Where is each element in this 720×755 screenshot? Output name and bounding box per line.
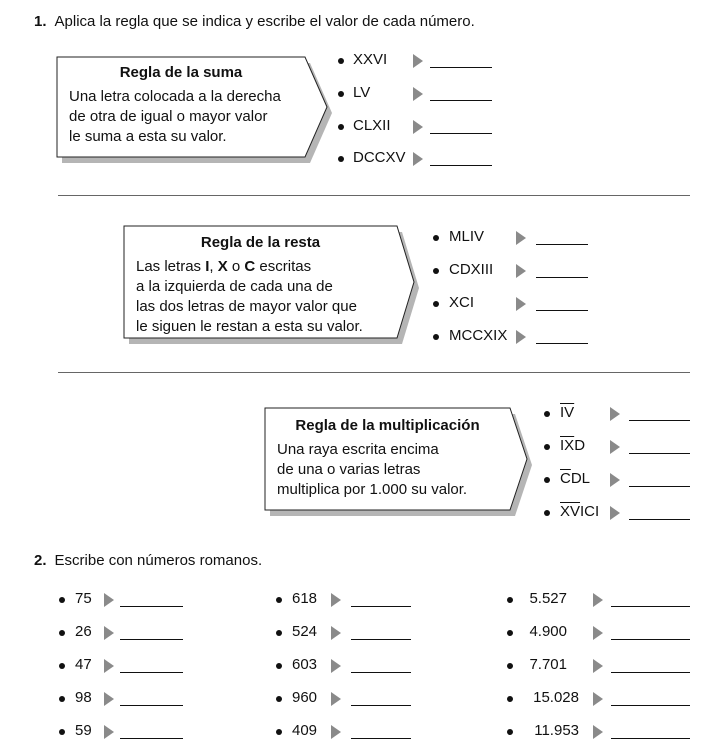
rule-line: le suma a esta su valor.	[69, 128, 227, 145]
arabic-number: 15.028	[533, 689, 579, 706]
answer-blank[interactable]	[536, 244, 588, 245]
bullet-icon	[338, 91, 344, 97]
question-2-heading	[34, 552, 262, 569]
rule-line: le siguen le restan a esta su valor.	[136, 318, 363, 335]
arabic-number: 603	[292, 656, 318, 673]
arrow-right-icon	[104, 725, 114, 739]
arrow-right-icon	[593, 725, 603, 739]
roman-numeral: MLIV	[449, 228, 485, 245]
answer-blank[interactable]	[430, 165, 492, 166]
answer-blank[interactable]	[430, 67, 492, 68]
answer-blank[interactable]	[120, 705, 183, 706]
answer-blank[interactable]	[611, 606, 690, 607]
arrow-right-icon	[331, 593, 341, 607]
overlined-letters: $\overline{IX}$	[560, 437, 575, 454]
bullet-icon	[276, 630, 282, 636]
bold-letter: X	[217, 258, 228, 275]
arrow-right-icon	[516, 330, 526, 344]
bullet-icon	[507, 663, 513, 669]
rule-title: Regla de la resta	[200, 234, 321, 251]
rule-text	[136, 257, 363, 337]
section-divider	[58, 372, 690, 373]
question-number: 2.	[34, 552, 47, 569]
bullet-icon	[433, 334, 439, 340]
arrow-right-icon	[610, 440, 620, 454]
roman-numeral: LV	[353, 84, 371, 101]
plain-letters: D	[574, 437, 586, 454]
bold-letter: I	[205, 258, 210, 275]
arabic-number: 618	[292, 590, 318, 607]
answer-blank[interactable]	[611, 705, 690, 706]
arabic-number: 59	[75, 722, 92, 739]
answer-blank[interactable]	[120, 672, 183, 673]
section-divider	[58, 195, 690, 196]
bullet-icon	[338, 124, 344, 130]
bullet-icon	[544, 411, 550, 417]
bullet-icon	[59, 729, 65, 735]
arrow-right-icon	[593, 692, 603, 706]
question-instruction: Aplica la regla que se indica y escribe el valor de cada número.	[54, 13, 475, 30]
rule-line	[136, 257, 363, 277]
overlined-letters: $\overline{C}$	[560, 470, 571, 487]
answer-blank[interactable]	[351, 738, 411, 739]
arrow-right-icon	[610, 473, 620, 487]
rule-line: multiplica por 1.000 su valor.	[277, 481, 468, 498]
arrow-right-icon	[593, 593, 603, 607]
arrow-right-icon	[413, 120, 423, 134]
bullet-icon	[507, 630, 513, 636]
bold-letter: C	[244, 258, 256, 275]
answer-blank[interactable]	[611, 639, 690, 640]
rule-line: Una raya escrita encima	[277, 441, 439, 458]
roman-numeral	[560, 503, 599, 520]
rule-text	[69, 87, 281, 147]
arabic-number: 5.527	[529, 590, 567, 607]
bullet-icon	[433, 235, 439, 241]
arabic-number: 7.701	[529, 656, 567, 673]
rule-text	[277, 440, 467, 500]
rule-line: de una o varias letras	[277, 461, 421, 478]
answer-blank[interactable]	[430, 100, 492, 101]
arrow-right-icon	[331, 692, 341, 706]
arrow-right-icon	[104, 659, 114, 673]
answer-blank[interactable]	[629, 519, 690, 520]
arrow-right-icon	[610, 506, 620, 520]
arrow-right-icon	[331, 725, 341, 739]
text-fragment: ,	[209, 258, 218, 275]
bullet-icon	[338, 58, 344, 64]
arrow-right-icon	[331, 626, 341, 640]
bullet-icon	[507, 597, 513, 603]
roman-numeral: XCI	[449, 294, 475, 311]
answer-blank[interactable]	[351, 705, 411, 706]
question-1-heading	[34, 13, 475, 30]
roman-numeral: MCCXIX	[449, 327, 508, 344]
bullet-icon	[276, 696, 282, 702]
rule-box-resta	[124, 226, 414, 342]
rule-box-multiplicacion	[265, 408, 527, 510]
answer-blank[interactable]	[351, 672, 411, 673]
answer-blank[interactable]	[120, 606, 183, 607]
arrow-right-icon	[413, 152, 423, 166]
bullet-icon	[433, 301, 439, 307]
rule-line: Una letra colocada a la derecha	[69, 88, 281, 105]
question-instruction: Escribe con números romanos.	[54, 552, 263, 569]
bullet-icon	[59, 663, 65, 669]
bullet-icon	[433, 268, 439, 274]
rule-line: de otra de igual o mayor valor	[69, 108, 268, 125]
answer-blank[interactable]	[611, 672, 690, 673]
bullet-icon	[276, 597, 282, 603]
answer-blank[interactable]	[629, 453, 690, 454]
arrow-right-icon	[610, 407, 620, 421]
arrow-right-icon	[516, 231, 526, 245]
arrow-right-icon	[593, 626, 603, 640]
plain-letters: ICI	[580, 503, 600, 520]
arrow-right-icon	[331, 659, 341, 673]
answer-blank[interactable]	[430, 133, 492, 134]
answer-blank[interactable]	[536, 310, 588, 311]
arabic-number: 47	[75, 656, 92, 673]
arabic-number: 4.900	[529, 623, 567, 640]
rule-line: las dos letras de mayor valor que	[136, 298, 357, 315]
roman-numeral: XXVI	[353, 51, 388, 68]
overlined-letters: $\overline{XV}$	[560, 503, 581, 520]
answer-blank[interactable]	[536, 277, 588, 278]
bullet-icon	[276, 729, 282, 735]
answer-blank[interactable]	[120, 738, 183, 739]
arrow-right-icon	[413, 54, 423, 68]
question-number: 1.	[34, 13, 47, 30]
text-fragment: o	[227, 258, 245, 275]
rule-box-suma	[57, 57, 327, 160]
roman-numeral	[560, 437, 585, 454]
bullet-icon	[507, 729, 513, 735]
arrow-right-icon	[413, 87, 423, 101]
arrow-right-icon	[516, 297, 526, 311]
arabic-number: 26	[75, 623, 92, 640]
text-fragment: Las letras	[136, 258, 206, 275]
roman-numeral	[560, 404, 574, 421]
arrow-right-icon	[104, 626, 114, 640]
answer-blank[interactable]	[351, 639, 411, 640]
arabic-number: 11.953	[534, 722, 579, 739]
bullet-icon	[544, 444, 550, 450]
answer-blank[interactable]	[351, 606, 411, 607]
bullet-icon	[507, 696, 513, 702]
answer-blank[interactable]	[629, 420, 690, 421]
answer-blank[interactable]	[611, 738, 690, 739]
arrow-right-icon	[104, 692, 114, 706]
arabic-number: 75	[75, 590, 92, 607]
arabic-number: 98	[75, 689, 92, 706]
arabic-number: 960	[292, 689, 318, 706]
bullet-icon	[59, 696, 65, 702]
roman-numeral: CLXII	[353, 117, 391, 134]
arrow-right-icon	[516, 264, 526, 278]
answer-blank[interactable]	[629, 486, 690, 487]
plain-letters: DL	[570, 470, 591, 487]
bullet-icon	[59, 630, 65, 636]
rule-line: a la izquierda de cada una de	[136, 278, 333, 295]
arrow-right-icon	[104, 593, 114, 607]
roman-numeral: CDXIII	[449, 261, 494, 278]
roman-numeral: DCCXV	[353, 149, 406, 166]
answer-blank[interactable]	[120, 639, 183, 640]
rule-title: Regla de la multiplicación	[295, 417, 480, 434]
bullet-icon	[544, 477, 550, 483]
arabic-number: 524	[292, 623, 318, 640]
arrow-right-icon	[593, 659, 603, 673]
bullet-icon	[276, 663, 282, 669]
bullet-icon	[544, 510, 550, 516]
answer-blank[interactable]	[536, 343, 588, 344]
roman-numeral	[560, 470, 590, 487]
rule-title: Regla de la suma	[119, 64, 243, 81]
bullet-icon	[338, 156, 344, 162]
text-fragment: escritas	[255, 258, 312, 275]
overlined-letters: $\overline{IV}$	[560, 404, 575, 421]
arabic-number: 409	[292, 722, 318, 739]
bullet-icon	[59, 597, 65, 603]
